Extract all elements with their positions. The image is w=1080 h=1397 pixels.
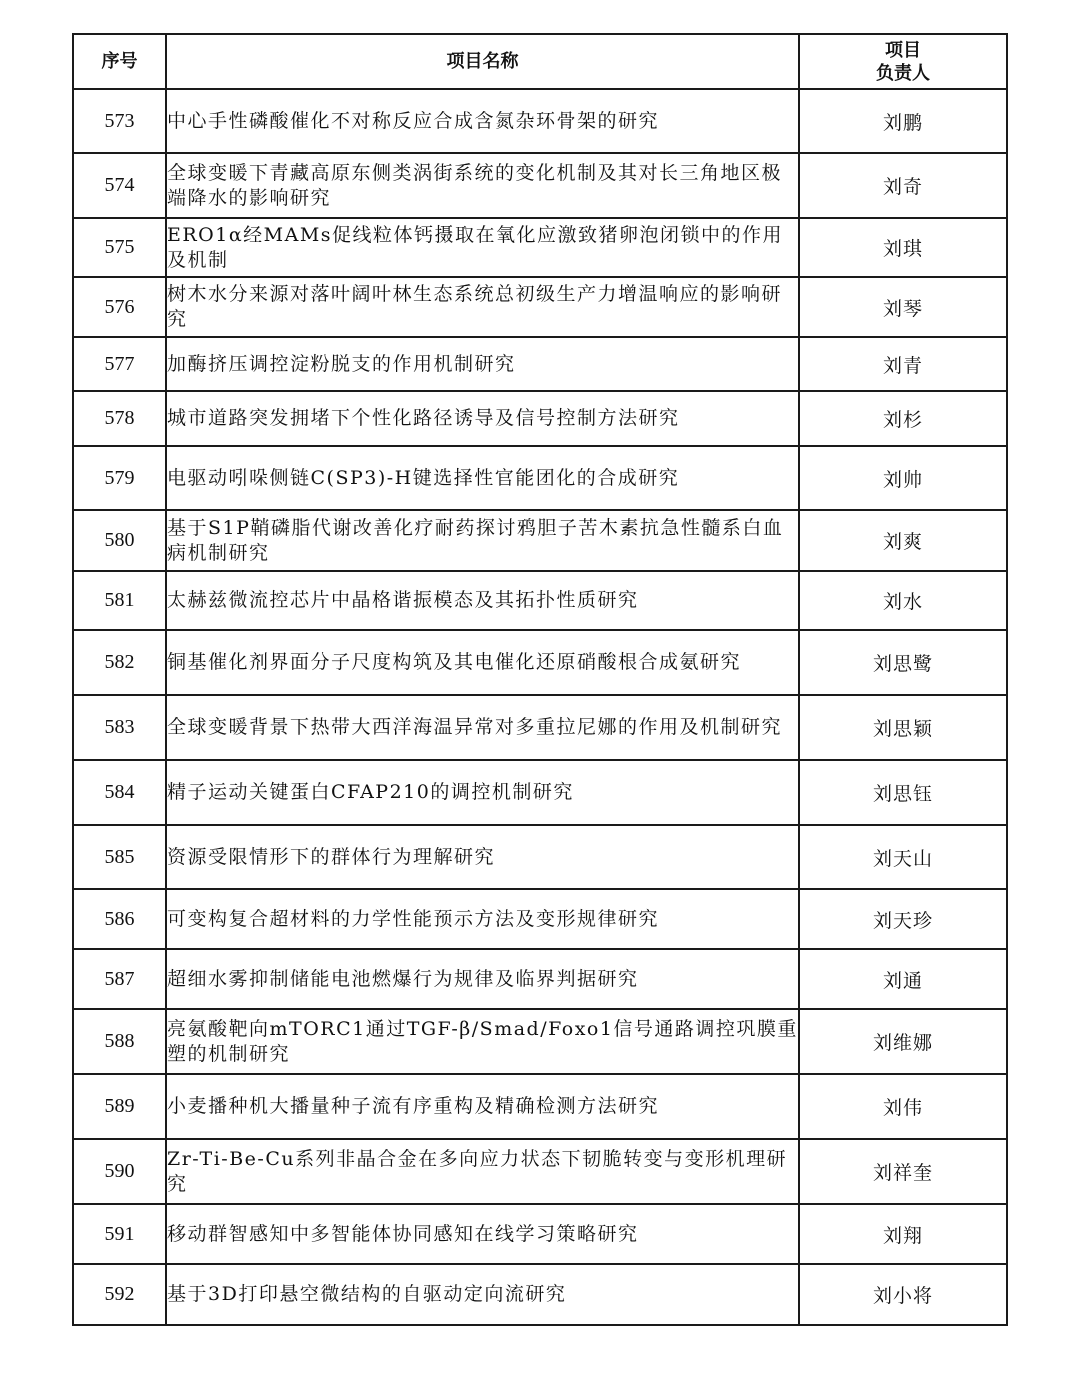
project-name: 可变构复合超材料的力学性能预示方法及变形规律研究: [166, 889, 799, 949]
row-number: 579: [73, 446, 166, 510]
project-name: 基于S1P鞘磷脂代谢改善化疗耐药探讨鸦胆子苦木素抗急性髓系白血病机制研究: [166, 510, 799, 571]
project-lead: 刘奇: [799, 153, 1007, 218]
table-row: [73, 1009, 1007, 1074]
row-number: 574: [73, 153, 166, 218]
table-row: [73, 391, 1007, 446]
table-row: [73, 1139, 1007, 1204]
row-number: 575: [73, 218, 166, 277]
table-row: [73, 1074, 1007, 1139]
project-lead: 刘鹏: [799, 89, 1007, 153]
project-lead: 刘维娜: [799, 1009, 1007, 1074]
table-row: [73, 825, 1007, 889]
project-lead: 刘思鹭: [799, 630, 1007, 695]
project-lead: 刘祥奎: [799, 1139, 1007, 1204]
project-name: 超细水雾抑制储能电池燃爆行为规律及临界判据研究: [166, 949, 799, 1009]
project-name: 太赫兹微流控芯片中晶格谐振模态及其拓扑性质研究: [166, 571, 799, 630]
row-number: 591: [73, 1204, 166, 1264]
project-lead: 刘琪: [799, 218, 1007, 277]
header-row: [73, 34, 1007, 89]
row-number: 577: [73, 337, 166, 391]
project-lead: 刘思颖: [799, 695, 1007, 760]
project-name: 精子运动关键蛋白CFAP210的调控机制研究: [166, 760, 799, 825]
header-no: 序号: [73, 34, 166, 89]
row-number: 588: [73, 1009, 166, 1074]
table-row: [73, 153, 1007, 218]
table-row: [73, 337, 1007, 391]
project-lead: 刘青: [799, 337, 1007, 391]
project-name: Zr-Ti-Be-Cu系列非晶合金在多向应力状态下韧脆转变与变形机理研究: [166, 1139, 799, 1204]
project-name: 树木水分来源对落叶阔叶林生态系统总初级生产力增温响应的影响研究: [166, 277, 799, 337]
project-name: 基于3D打印悬空微结构的自驱动定向流研究: [166, 1264, 799, 1325]
row-number: 580: [73, 510, 166, 571]
row-number: 589: [73, 1074, 166, 1139]
row-number: 592: [73, 1264, 166, 1325]
project-name: 中心手性磷酸催化不对称反应合成含氮杂环骨架的研究: [166, 89, 799, 153]
project-lead: 刘天珍: [799, 889, 1007, 949]
row-number: 585: [73, 825, 166, 889]
header-project-name: 项目名称: [166, 34, 799, 89]
table-row: [73, 949, 1007, 1009]
project-name: 资源受限情形下的群体行为理解研究: [166, 825, 799, 889]
table-row: [73, 277, 1007, 337]
table-row: [73, 695, 1007, 760]
project-lead: 刘天山: [799, 825, 1007, 889]
row-number: 590: [73, 1139, 166, 1204]
row-number: 576: [73, 277, 166, 337]
table-row: [73, 889, 1007, 949]
table-row: [73, 218, 1007, 277]
table-row: [73, 510, 1007, 571]
project-lead: 刘思钰: [799, 760, 1007, 825]
project-name: 亮氨酸靶向mTORC1通过TGF-β/Smad/Foxo1信号通路调控巩膜重塑的机制研究: [166, 1009, 799, 1074]
project-lead: 刘通: [799, 949, 1007, 1009]
table-row: [73, 1204, 1007, 1264]
row-number: 583: [73, 695, 166, 760]
row-number: 578: [73, 391, 166, 446]
project-lead: 刘翔: [799, 1204, 1007, 1264]
project-name: ERO1α经MAMs促线粒体钙摄取在氧化应激致猪卵泡闭锁中的作用及机制: [166, 218, 799, 277]
project-table: [72, 33, 1008, 1326]
table-row: [73, 571, 1007, 630]
row-number: 573: [73, 89, 166, 153]
project-lead: 刘水: [799, 571, 1007, 630]
project-name: 城市道路突发拥堵下个性化路径诱导及信号控制方法研究: [166, 391, 799, 446]
table-row: [73, 89, 1007, 153]
project-name: 小麦播种机大播量种子流有序重构及精确检测方法研究: [166, 1074, 799, 1139]
project-lead: 刘小将: [799, 1264, 1007, 1325]
row-number: 581: [73, 571, 166, 630]
project-name: 全球变暖下青藏高原东侧类涡街系统的变化机制及其对长三角地区极端降水的影响研究: [166, 153, 799, 218]
row-number: 582: [73, 630, 166, 695]
project-lead: 刘帅: [799, 446, 1007, 510]
project-name: 加酶挤压调控淀粉脱支的作用机制研究: [166, 337, 799, 391]
row-number: 584: [73, 760, 166, 825]
table-row: [73, 1264, 1007, 1325]
table-row: [73, 760, 1007, 825]
row-number: 587: [73, 949, 166, 1009]
table-row: [73, 446, 1007, 510]
project-lead: 刘杉: [799, 391, 1007, 446]
project-lead: 刘伟: [799, 1074, 1007, 1139]
table-row: [73, 630, 1007, 695]
project-lead: 刘琴: [799, 277, 1007, 337]
project-name: 电驱动吲哚侧链C(SP3)-H键选择性官能团化的合成研究: [166, 446, 799, 510]
project-lead: 刘爽: [799, 510, 1007, 571]
header-project-lead: 项目 负责人: [799, 34, 1007, 89]
row-number: 586: [73, 889, 166, 949]
project-name: 铜基催化剂界面分子尺度构筑及其电催化还原硝酸根合成氨研究: [166, 630, 799, 695]
project-name: 全球变暖背景下热带大西洋海温异常对多重拉尼娜的作用及机制研究: [166, 695, 799, 760]
project-name: 移动群智感知中多智能体协同感知在线学习策略研究: [166, 1204, 799, 1264]
